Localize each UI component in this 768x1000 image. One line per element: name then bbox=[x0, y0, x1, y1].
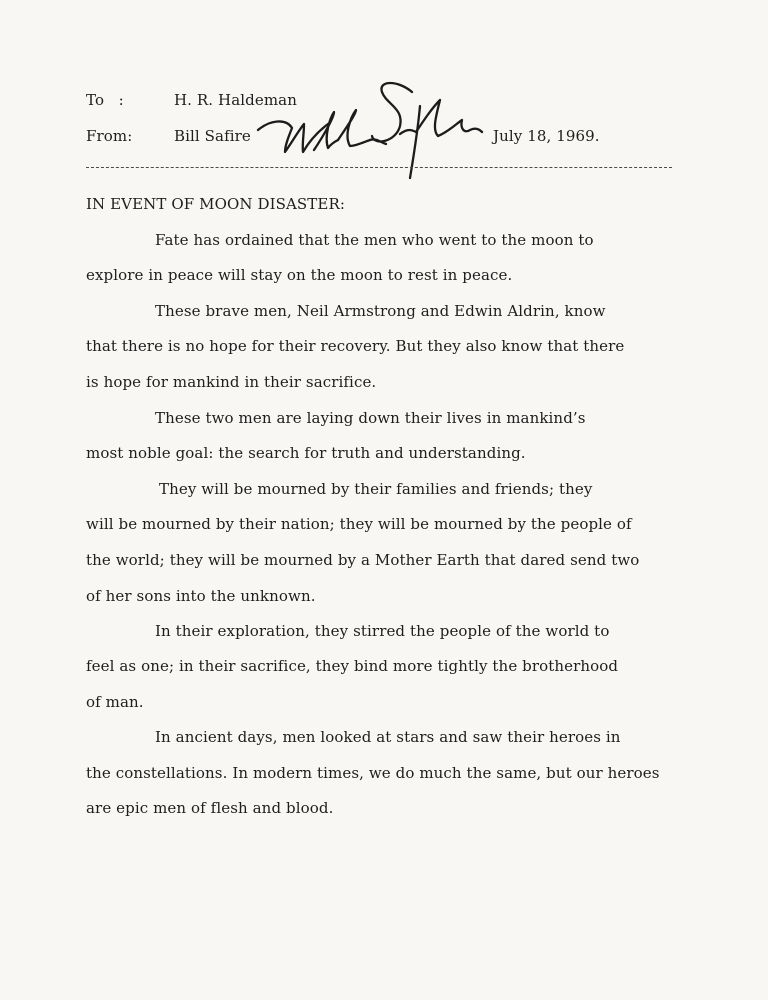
body-line: These brave men, Neil Armstrong and Edwin Aldrin, know bbox=[155, 302, 606, 320]
body-line: explore in peace will stay on the moon to rest in peace. bbox=[86, 266, 513, 284]
body-line: the world; they will be mourned by a Mother Earth that dared send two bbox=[86, 551, 640, 569]
body-line: most noble goal: the search for truth and understanding. bbox=[86, 444, 526, 462]
body-line: They will be mourned by their families and friends; they bbox=[159, 480, 593, 498]
body-line: feel as one; in their sacrifice, they bind more tightly the brotherhood bbox=[86, 657, 619, 675]
dashed-divider bbox=[86, 167, 672, 168]
body-line: are epic men of flesh and blood. bbox=[86, 799, 334, 817]
body-line: In their exploration, they stirred the people of the world to bbox=[155, 622, 610, 640]
body-line: of man. bbox=[86, 693, 144, 711]
to-label: To : bbox=[86, 91, 124, 109]
memo-date: July 18, 1969. bbox=[493, 127, 600, 145]
body-line: Fate has ordained that the men who went to the moon to bbox=[155, 231, 594, 249]
memo-subject: IN EVENT OF MOON DISASTER: bbox=[86, 195, 346, 213]
to-value: H. R. Haldeman bbox=[174, 91, 297, 109]
body-line: of her sons into the unknown. bbox=[86, 587, 316, 605]
from-label: From: bbox=[86, 127, 133, 145]
body-line: is hope for mankind in their sacrifice. bbox=[86, 373, 377, 391]
signature-text bbox=[488, 72, 489, 73]
body-line: will be mourned by their nation; they will be mourned by the people of bbox=[86, 515, 632, 533]
body-line: In ancient days, men looked at stars and saw their heroes in bbox=[155, 728, 621, 746]
body-line: that there is no hope for their recovery. But they also know that there bbox=[86, 337, 625, 355]
body-line: These two men are laying down their lives in mankind’s bbox=[155, 409, 586, 427]
body-line: the constellations. In modern times, we do much the same, but our heroes bbox=[86, 764, 660, 782]
from-value: Bill Safire bbox=[174, 127, 251, 145]
